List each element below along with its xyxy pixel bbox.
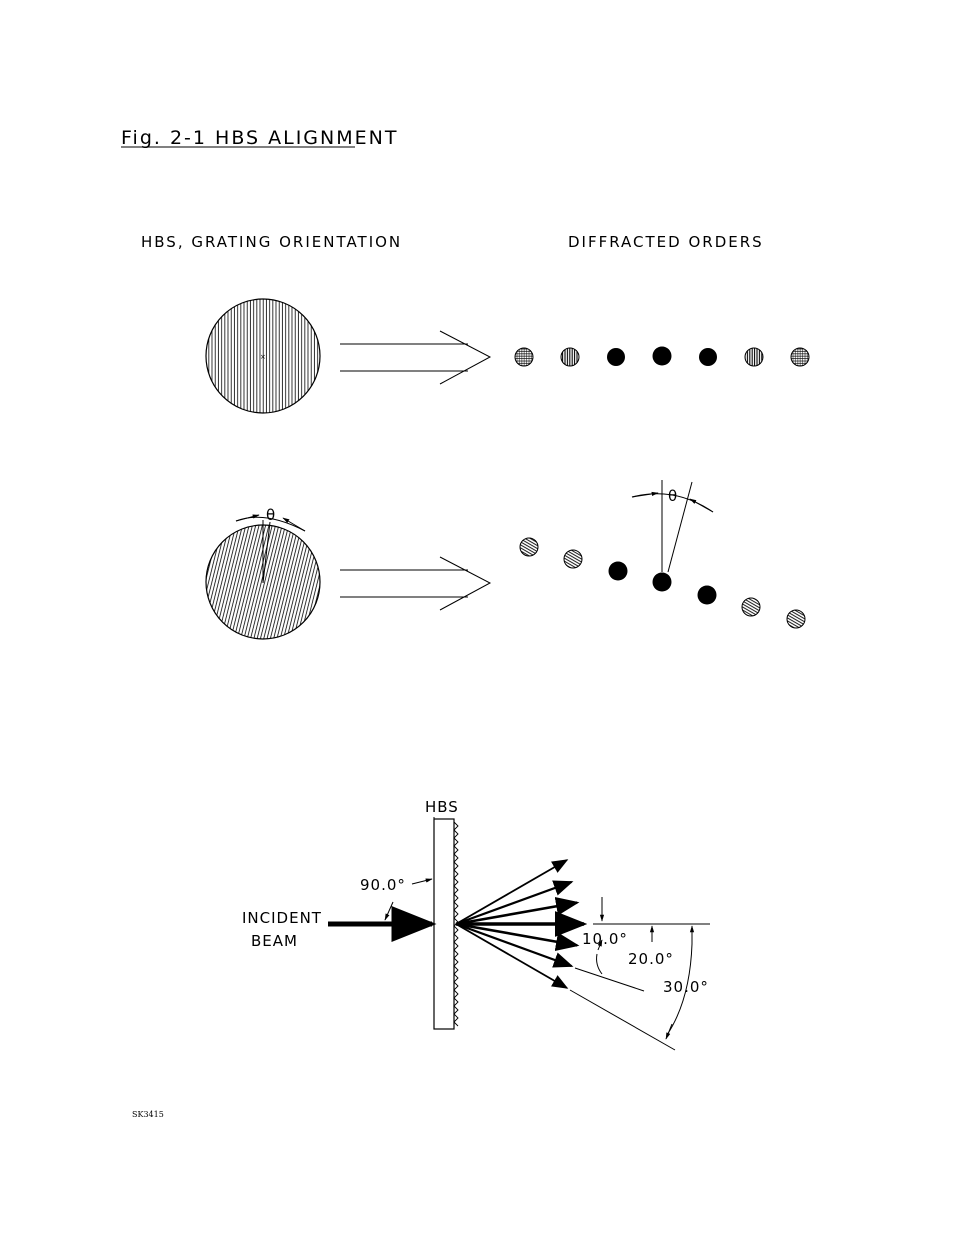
order-spot-plus1 [698,586,717,605]
rotated-grating-row [206,480,805,639]
orders-theta-label: θ [668,487,679,505]
orders-angle-arrow-left [632,493,658,497]
ray-order-minus2 [456,882,572,924]
grating-orientation-heading: HBS, GRATING ORIENTATION [141,233,403,251]
order-spot-minus3 [515,348,533,366]
angle-10-label: 10.0° [582,930,628,948]
aligned-grating-row [206,299,809,413]
angle-90-leader-upper [412,879,432,884]
diffracted-rays [456,860,584,988]
disc-center-mark: × [260,353,266,361]
angle-20-label: 20.0° [628,950,674,968]
order-spot-plus3 [791,348,809,366]
order-spot-plus2 [742,598,760,616]
order-spot-plus2 [745,348,763,366]
order-spot-plus3 [787,610,805,628]
diffracted-orders-aligned [515,347,809,367]
angle-20-arc [597,954,602,974]
ray-extension-20 [575,968,644,991]
propagation-arrow [340,331,490,384]
grating-angle-arrow-left [236,515,259,521]
order-spot-minus3 [520,538,538,556]
figure-title: Fig. 2-1 HBS ALIGNMENT [121,127,399,149]
hbs-plate [434,819,454,1029]
grating-theta-label: θ [266,506,277,524]
order-spot-minus1 [607,348,625,366]
order-spot-minus1 [609,562,628,581]
angle-90-leader-lower [385,902,393,920]
grating-angle-arrow-right [283,518,305,531]
order-spot-zero [653,347,672,366]
diffracted-orders-heading: DIFFRACTED ORDERS [568,233,764,251]
order-spot-minus2 [561,348,579,366]
angle-30-label: 30.0° [663,978,709,996]
order-spot-plus1 [699,348,717,366]
angle-30-arrow-bottom [666,1024,672,1039]
propagation-arrow-2 [340,557,490,610]
ray-order-plus2 [456,924,572,966]
incident-label-line1: INCIDENT [242,909,322,927]
drawing-number: SK3415 [132,1110,164,1119]
hbs-label: HBS [425,798,459,816]
angle-90-label: 90.0° [360,876,406,894]
order-spot-zero [653,573,672,592]
order-spot-minus2 [564,550,582,568]
ray-extension-30 [570,990,675,1050]
hbs-beam-diagram [242,798,710,1050]
orders-angle-arrow-right [690,499,713,512]
incident-label-line2: BEAM [251,932,298,950]
